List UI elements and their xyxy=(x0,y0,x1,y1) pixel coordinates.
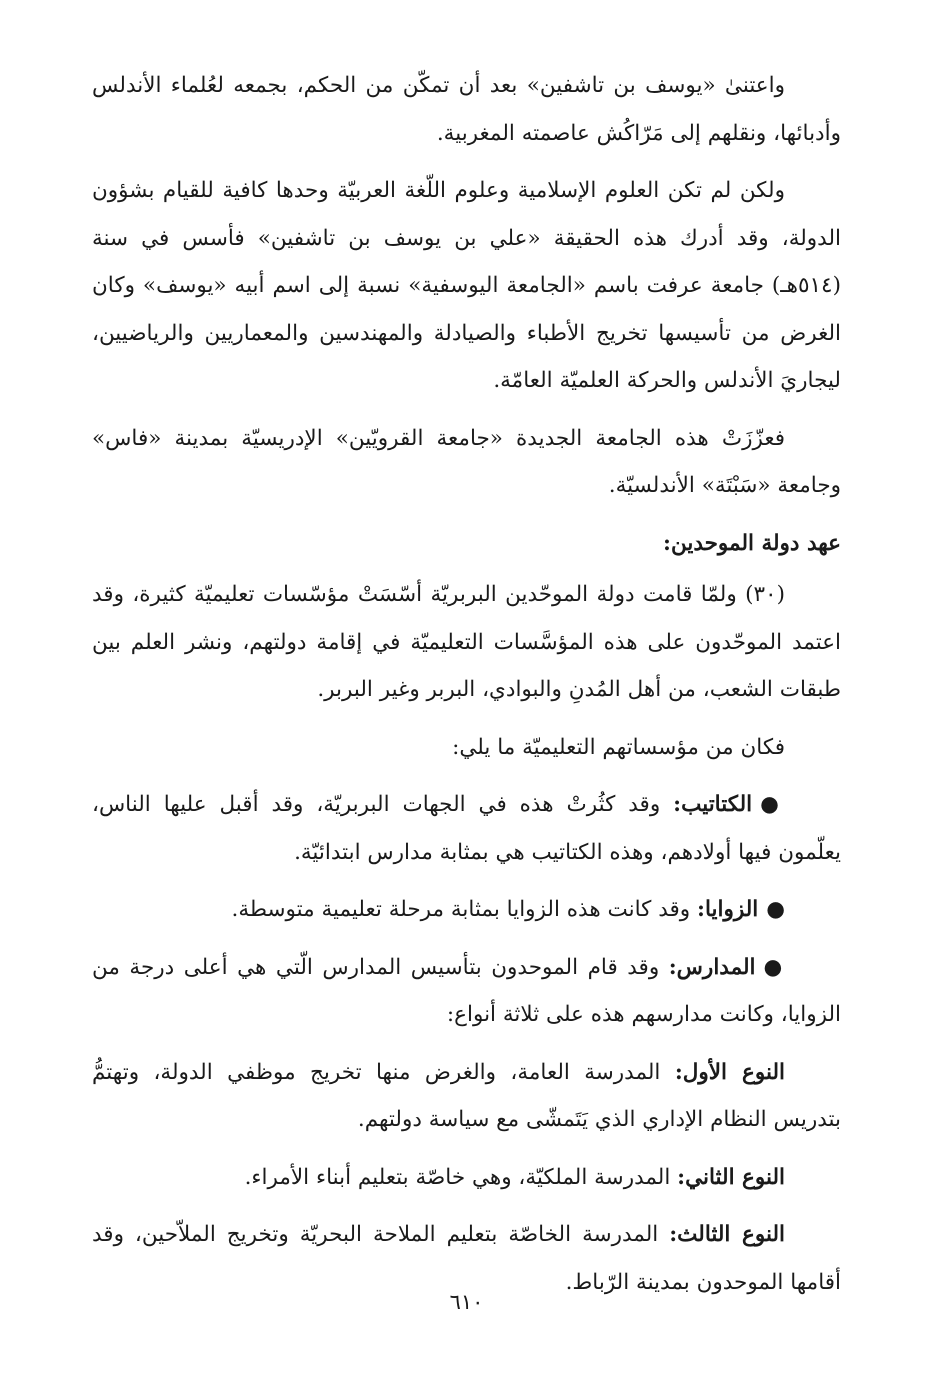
bullet-term-zawaya: الزوايا: xyxy=(697,897,759,922)
bullet-item-zawaya xyxy=(92,886,841,934)
page-body xyxy=(92,62,841,1316)
bullet-term-kuttab: الكتاتيب: xyxy=(673,792,753,817)
paragraph-almohad-institutions: (٣٠) ولمّا قامت دولة الموحّدين البربريّة أسّسَتْ مؤسّسات تعليميّة كثيرة، وقد اعتمد الموحّدون على هذه المؤسَّسات التعليميّة في إقامة دولتهم، ونشر العلم بين طبقات الشعب، من أهل المُدنِ والبوادي، البربر وغير البربر. xyxy=(92,582,841,702)
bullet-text-zawaya: وقد كانت هذه الزوايا بمثابة مرحلة تعليمية متوسطة. xyxy=(231,897,698,922)
paragraph-yusufiya-university: ولكن لم تكن العلوم الإسلامية وعلوم اللّغة العربيّة وحدها كافية للقيام بشؤون الدولة، وقد أدرك هذه الحقيقة «علي بن يوسف بن تاشفين» فأسس في سنة (٥١٤هـ) جامعة عرفت باسم «الجامعة اليوسفية» نسبة إلى اسم أبيه «يوسف» وكان الغرض من تأسيسها تخريج الأطباء والصيادلة والمهندسين والمعماريين والرياضيين، ليجاريَ الأندلس والحركة العلميّة العامّة. xyxy=(92,178,841,393)
school-type-first-text: المدرسة العامة، والغرض منها تخريج موظفي الدولة، وتهتمُّ بتدريس النظام الإداري الذي يَتَمشّى مع سياسة دولتهم. xyxy=(92,1059,841,1132)
bullet-term-madaris: المدارس: xyxy=(668,954,756,980)
school-type-second-label: النوع الثاني: xyxy=(677,1164,785,1190)
school-type-second xyxy=(92,1154,841,1202)
bullet-text-madaris: وقد قام الموحدون بتأسيس المدارس الّتي هي أعلى درجة من الزوايا، وكانت مدارسهم هذه على ثلاثة أنواع: xyxy=(92,954,841,1027)
paragraph-yusuf-ibn-tashfin: واعتنىٰ «يوسف بن تاشفين» بعد أن تمكّن من الحكم، بجمعه لعُلماء الأندلس وأدبائها، ونقلهم إلى مَرّاكُش عاصمته المغربية. xyxy=(92,73,841,146)
bullet-icon: ● xyxy=(766,897,785,922)
paragraph-institutions-intro: فكان من مؤسساتهم التعليميّة ما يلي: xyxy=(452,734,785,760)
paragraph-qarawiyyin-ceuta: فعزّزَتْ هذه الجامعة الجديدة «جامعة القرويّين» الإدريسيّة بمدينة «فاس» وجامعة «سَبْتَة» الأندلسيّة. xyxy=(92,425,841,498)
school-type-first xyxy=(92,1049,841,1144)
school-type-second-text: المدرسة الملكيّة، وهي خاصّة بتعليم أبناء الأمراء. xyxy=(244,1164,678,1190)
bullet-icon: ● xyxy=(760,792,785,817)
school-type-first-label: النوع الأول: xyxy=(674,1059,785,1085)
bullet-text-kuttab: وقد كثُرتْ هذه في الجهات البربريّة، وقد أقبل عليها الناس، يعلّمون فيها أولادهم، وهذه الكتاتيب هي بمثابة مدارس ابتدائيّة. xyxy=(92,792,841,865)
bullet-item-kuttab xyxy=(92,781,841,876)
school-type-third-text: المدرسة الخاصّة بتعليم الملاحة البحريّة وتخريج الملاّحين، وقد أقامها الموحدون بمدينة الرّباط. xyxy=(92,1222,841,1295)
bullet-item-madaris xyxy=(92,944,841,1039)
section-heading-almohads: عهد دولة الموحدين: xyxy=(663,530,841,556)
school-type-third-label: النوع الثالث: xyxy=(669,1222,785,1247)
page-number: ٦١٠ xyxy=(449,1290,484,1314)
bullet-icon: ● xyxy=(763,954,785,980)
